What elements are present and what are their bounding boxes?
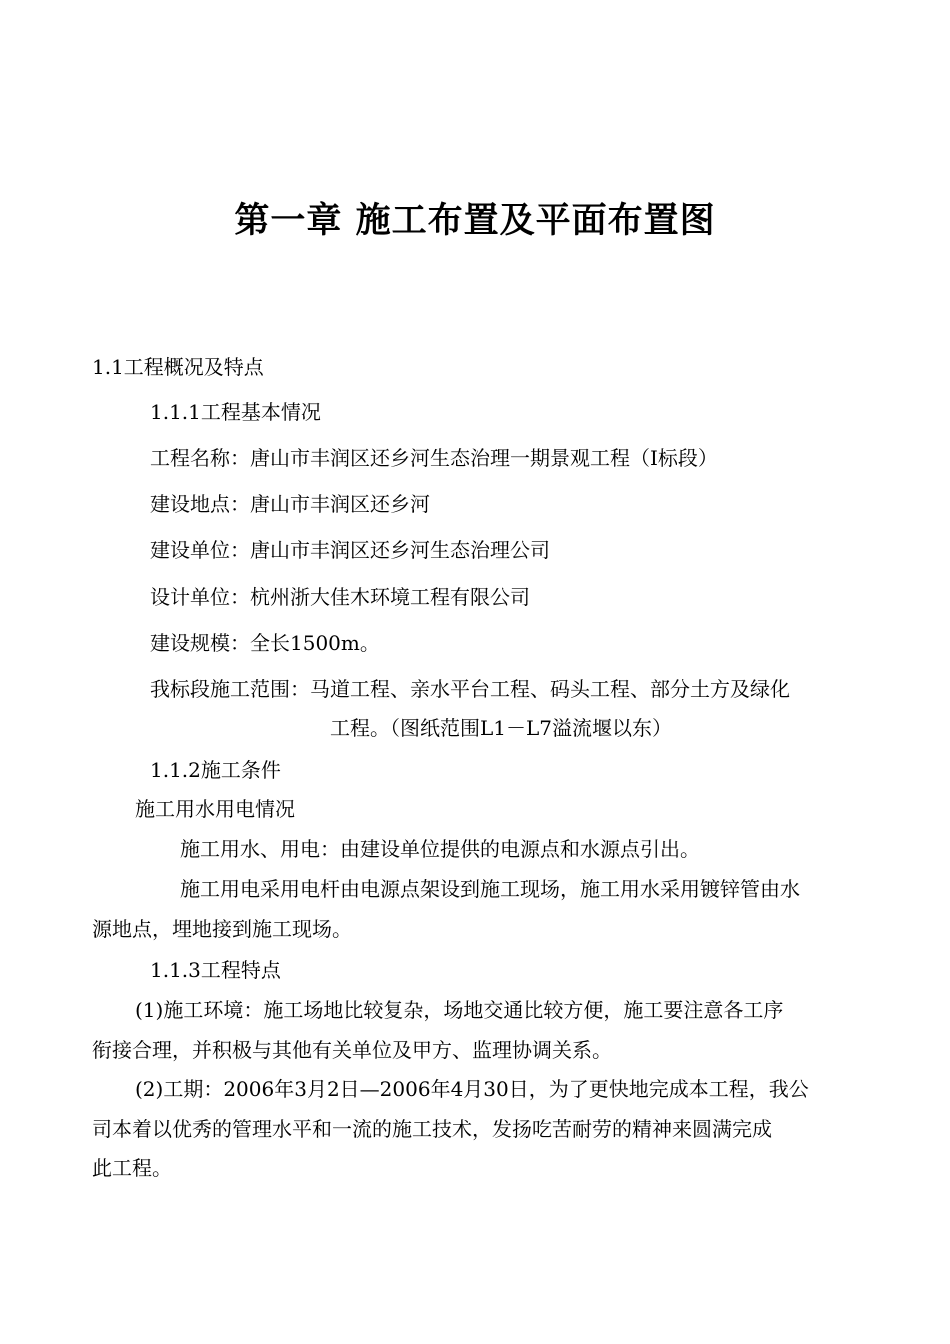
section-heading-1-1: 1.1工程概况及特点 (92, 355, 264, 379)
section-heading-1-1-1: 1.1.1工程基本情况 (150, 400, 321, 424)
chapter-title: 第一章 施工布置及平面布置图 (234, 201, 716, 241)
owner-line: 建设单位：唐山市丰润区还乡河生态治理公司 (150, 538, 550, 562)
section-heading-1-1-2: 1.1.2施工条件 (150, 758, 281, 782)
site-line: 建设地点：唐山市丰润区还乡河 (150, 492, 430, 516)
scope-line-2: 工程。（图纸范围L1－L7溢流堰以东） (330, 716, 673, 740)
section-heading-1-1-3: 1.1.3工程特点 (150, 958, 281, 982)
feature-2-line-2: 司本着以优秀的管理水平和一流的施工技术，发扬吃苦耐劳的精神来圆满完成 (92, 1117, 772, 1141)
scope-line-1: 我标段施工范围：马道工程、亲水平台工程、码头工程、部分土方及绿化 (150, 677, 790, 701)
water-power-paragraph-2-line-2: 源地点，埋地接到施工现场。 (92, 917, 352, 941)
feature-2-line-1: (2)工期：2006年3月2日—2006年4月30日，为了更快地完成本工程，我公 (135, 1077, 809, 1101)
water-power-paragraph-1: 施工用水、用电：由建设单位提供的电源点和水源点引出。 (180, 837, 700, 861)
scale-line: 建设规模：全长1500m。 (150, 631, 380, 655)
feature-1-line-1: (1)施工环境：施工场地比较复杂，场地交通比较方便，施工要注意各工序 (135, 998, 784, 1022)
water-power-paragraph-2-line-1: 施工用电采用电杆由电源点架设到施工现场，施工用水采用镀锌管由水 (180, 877, 800, 901)
designer-line: 设计单位：杭州浙大佳木环境工程有限公司 (150, 585, 530, 609)
water-power-heading: 施工用水用电情况 (135, 797, 295, 821)
feature-1-line-2: 衔接合理，并积极与其他有关单位及甲方、监理协调关系。 (92, 1038, 612, 1062)
feature-2-line-3: 此工程。 (92, 1156, 172, 1180)
project-name-line: 工程名称：唐山市丰润区还乡河生态治理一期景观工程（Ⅰ标段） (150, 446, 718, 470)
